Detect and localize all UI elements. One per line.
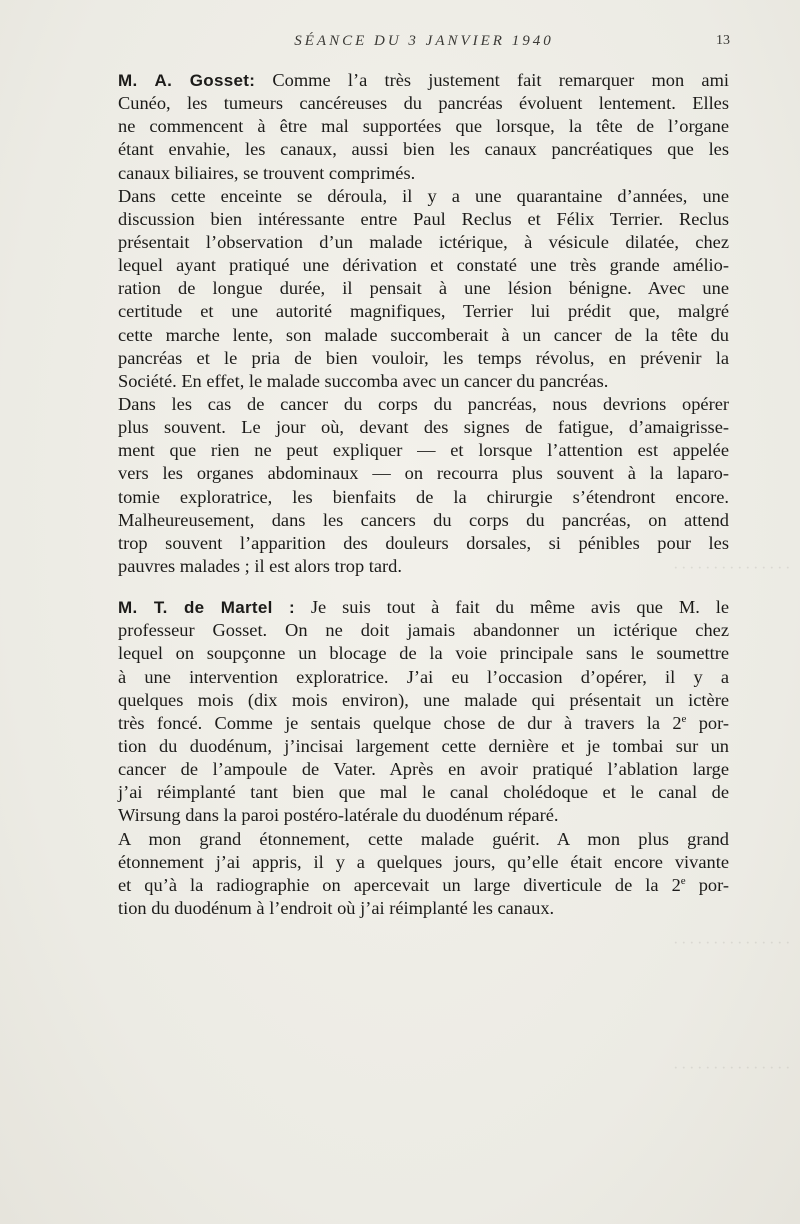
- text-line: pancréas et le pria de bien vouloir, les temps révolus, en prévenir la: [118, 347, 729, 368]
- text-line: tion du duodénum, j’incisai largement cette dernière et je tombai sur un: [118, 735, 729, 756]
- text-line: vers les organes abdominaux — on recourra plus souvent à la laparo-: [118, 463, 729, 484]
- paragraph: [118, 185, 729, 393]
- text-line: Dans les cas de cancer du corps du pancréas, nous devrions opérer: [118, 393, 729, 414]
- text-line: étonnement j’ai appris, il y a quelques jours, qu’elle était encore vivante: [118, 851, 729, 872]
- text-line: Malheureusement, dans les cancers du corps du pancréas, on attend: [118, 509, 729, 530]
- text-line: trop souvent l’apparition des douleurs dorsales, si pénibles pour les: [118, 532, 729, 553]
- text-line: à une intervention exploratrice. J’ai eu l’occasion d’opérer, il y a: [118, 666, 729, 687]
- text-line: Dans cette enceinte se déroula, il y a une quarantaine d’années, une: [118, 185, 729, 206]
- text-line: lequel on soupçonne un blocage de la voie principale sans le soumettre: [118, 643, 729, 664]
- text-line: plus souvent. Le jour où, devant des signes de fatigue, d’amaigrisse-: [118, 417, 729, 438]
- page-header: [118, 33, 730, 55]
- bleed-through-text: · · · · · · · · · · · · · · ·: [674, 1060, 790, 1077]
- text-line: discussion bien intéressante entre Paul Reclus et Félix Terrier. Reclus: [118, 208, 729, 229]
- text-line: j’ai réimplanté tant bien que mal le canal cholédoque et le canal de: [118, 782, 729, 803]
- section-gap: [118, 578, 729, 596]
- text-line: pauvres malades ; il est alors trop tard.: [118, 555, 402, 576]
- text-line: tomie exploratrice, les bienfaits de la chirurgie s’étendront encore.: [118, 486, 729, 507]
- text-line: Société. En effet, le malade succomba avec un cancer du pancréas.: [118, 370, 609, 391]
- bleed-through-text: · · · · · · · · · · · · · · ·: [674, 560, 790, 577]
- text-line: ne commencent à être mal supportées que lorsque, la tête de l’organe: [118, 116, 729, 137]
- text-line: M. T. de Martel : Je suis tout à fait du même avis que M. le: [118, 597, 729, 618]
- running-title: SÉANCE DU 3 JANVIER 1940: [294, 33, 554, 49]
- text-line: M. A. Gosset: Comme l’a très justement fait remarquer mon ami: [118, 70, 729, 90]
- text-line: cancer de l’ampoule de Vater. Après en avoir pratiqué l’ablation large: [118, 759, 729, 780]
- text-line: très foncé. Comme je sentais quelque chose de dur à travers la 2e por-: [118, 712, 729, 733]
- text-line: tion du duodénum à l’endroit où j’ai réimplanté les canaux.: [118, 897, 555, 918]
- paragraph: [118, 69, 729, 185]
- text-line: certitude et une autorité magnifiques, Terrier lui prédit que, malgré: [118, 301, 729, 322]
- speaker-name: M. T. de Martel :: [118, 598, 295, 618]
- paragraph: [118, 596, 729, 827]
- text-line: ment que rien ne peut expliquer — et lorsque l’attention est appelée: [118, 440, 729, 461]
- body-text: [118, 69, 729, 920]
- text-line: étant envahie, les canaux, aussi bien les canaux pancréatiques que les: [118, 139, 729, 160]
- text-line: ration de longue durée, il pensait à une lésion bénigne. Avec une: [118, 278, 729, 299]
- text-line: canaux biliaires, se trouvent comprimés.: [118, 162, 416, 183]
- text-line: Cunéo, les tumeurs cancéreuses du pancréas évoluent lentement. Elles: [118, 93, 729, 114]
- text-line: cette marche lente, son malade succomberait à un cancer de la tête du: [118, 324, 729, 345]
- page-number: 13: [716, 33, 730, 48]
- text-line: présentait l’observation d’un malade ictérique, à vésicule dilatée, chez: [118, 231, 729, 252]
- text-line: et qu’à la radiographie on apercevait un large diverticule de la 2e por-: [118, 874, 729, 895]
- text-line: professeur Gosset. On ne doit jamais abandonner un ictérique chez: [118, 620, 729, 641]
- paragraph: [118, 393, 729, 578]
- text-line: A mon grand étonnement, cette malade guérit. A mon plus grand: [118, 828, 729, 849]
- paragraph: [118, 828, 729, 921]
- text-line: quelques mois (dix mois environ), une malade qui présentait un ictère: [118, 689, 729, 710]
- text-line: Wirsung dans la paroi postéro-latérale du duodénum réparé.: [118, 805, 559, 826]
- speaker-name: M. A. Gosset:: [118, 71, 256, 90]
- text-line: lequel ayant pratiqué une dérivation et constaté une très grande amélio-: [118, 255, 729, 276]
- bleed-through-text: · · · · · · · · · · · · · · ·: [674, 935, 790, 952]
